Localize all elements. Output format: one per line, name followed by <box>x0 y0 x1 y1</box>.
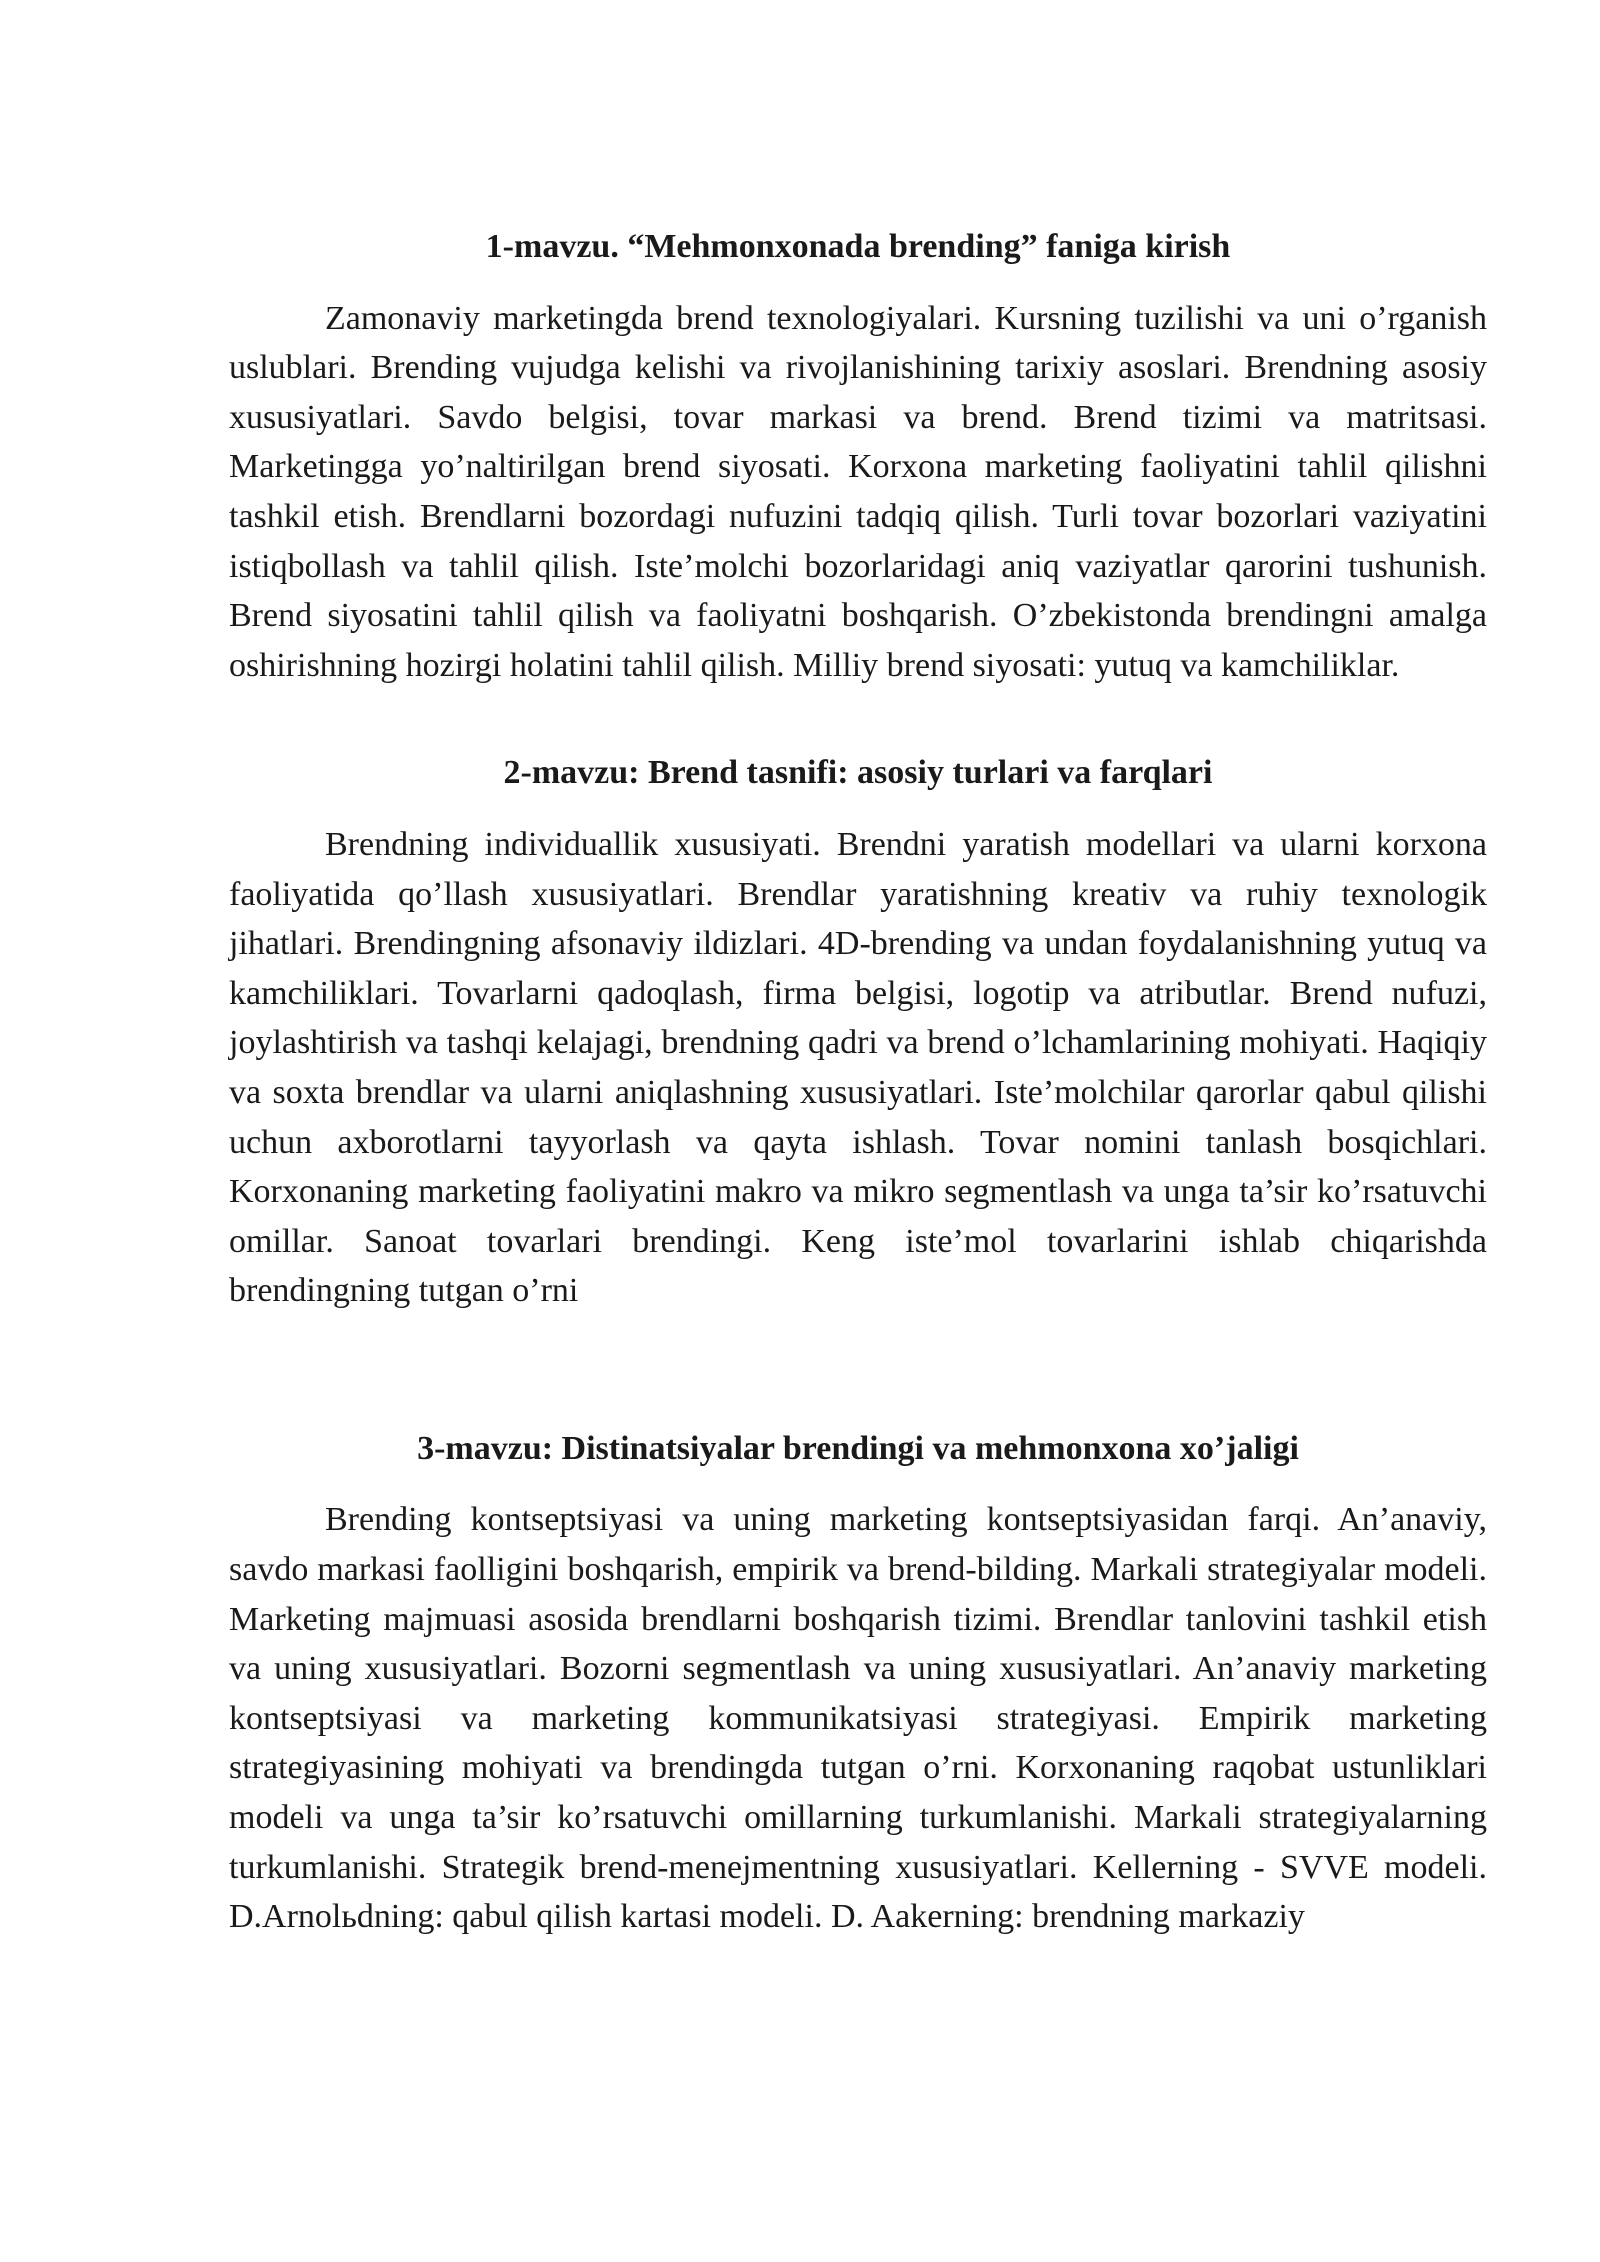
topic-1-section <box>229 222 1487 690</box>
document-content <box>229 222 1487 1942</box>
topic-1-heading: 1-mavzu. “Mehmonxonada brending” faniga kirish <box>485 228 1231 265</box>
topic-3-heading: 3-mavzu: Distinatsiyalar brendingi va mehmonxona xo’jaligi <box>417 1429 1299 1467</box>
topic-2-section <box>229 748 1487 1316</box>
topic-2-heading: 2-mavzu: Brend tasnifi: asosiy turlari va farqlari <box>503 754 1213 792</box>
topic-2-body: Brendning individuallik xususiyati. Brendni yaratish modellari va ularni korxona faoliyatida qo’llash xususiyatlari. Brendlar yaratishning kreativ va ruhiy texnologik jihatlari. Brendingning afsonaviy ildizlari. 4D-brending va undan foydalanishning yutuq va kamchiliklari. Tovarlarni qadoqlash, firma belgisi, logotip va atributlar. Brend nufuzi, joylashtirish va tashqi kelajagi, brendning qadri va brend o’lchamlarining mohiyati. Haqiqiy va soxta brendlar va ularni aniqlashning xususiyatlari. Iste’molchilar qarorlar qabul qilishi uchun axborotlarni tayyorlash va qayta ishlash. Tovar nomini tanlash bosqichlari. Korxonaning marketing faoliyatini makro va mikro segmentlash va unga ta’sir ko’rsatuvchi omillar. Sanoat tovarlari brendingi. Keng iste’mol tovarlarini ishlab chiqarishda brendingning tutgan o’rni <box>229 825 1487 1310</box>
topic-3-section <box>229 1424 1487 1942</box>
topic-1-body: Zamonaviy marketingda brend texnologiyalari. Kursning tuzilishi va uni o’rganish uslublari. Brending vujudga kelishi va rivojlanishining tarixiy asoslari. Brendning asosiy xususiyatlari. Savdo belgisi, tovar markasi va brend. Brend tizimi va matritsasi. Marketingga yo’naltirilgan brend siyosati. Korxona marketing faoliyatini tahlil qilishni tashkil etish. Brendlarni bozordagi nufuzini tadqiq qilish. Turli tovar bozorlari vaziyatini istiqbollash va tahlil qilish. Iste’molchi bozorlaridagi aniq vaziyatlar qarorini tushunish. Brend siyosatini tahlil qilish va faoliyatni boshqarish. O’zbekistonda brendingni amalga oshirishning hozirgi holatini tahlil qilish. Milliy brend siyosati: yutuq va kamchiliklar. <box>229 299 1487 684</box>
topic-3-body: Brending kontseptsiyasi va uning marketing kontseptsiyasidan farqi. An’anaviy, savdo markasi faolligini boshqarish, empirik va brend-bilding. Markali strategiyalar modeli. Marketing majmuasi asosida brendlarni boshqarish tizimi. Brendlar tanlovini tashkil etish va uning xususiyatlari. Bozorni segmentlash va uning xususiyatlari. An’anaviy marketing kontseptsiyasi va marketing kommunikatsiyasi strategiyasi. Empirik marketing strategiyasining mohiyati va brendingda tutgan o’rni. Korxonaning raqobat ustunliklari modeli va unga ta’sir ko’rsatuvchi omillarning turkumlanishi. Markali strategiyalarning turkumlanishi. Strategik brend-menejmentning xususiyatlari. Kellerning - SVVE modeli. D.Arnolьdning: qabul qilish kartasi modeli. D. Aakerning: brendning markaziy <box>229 1501 1487 1936</box>
